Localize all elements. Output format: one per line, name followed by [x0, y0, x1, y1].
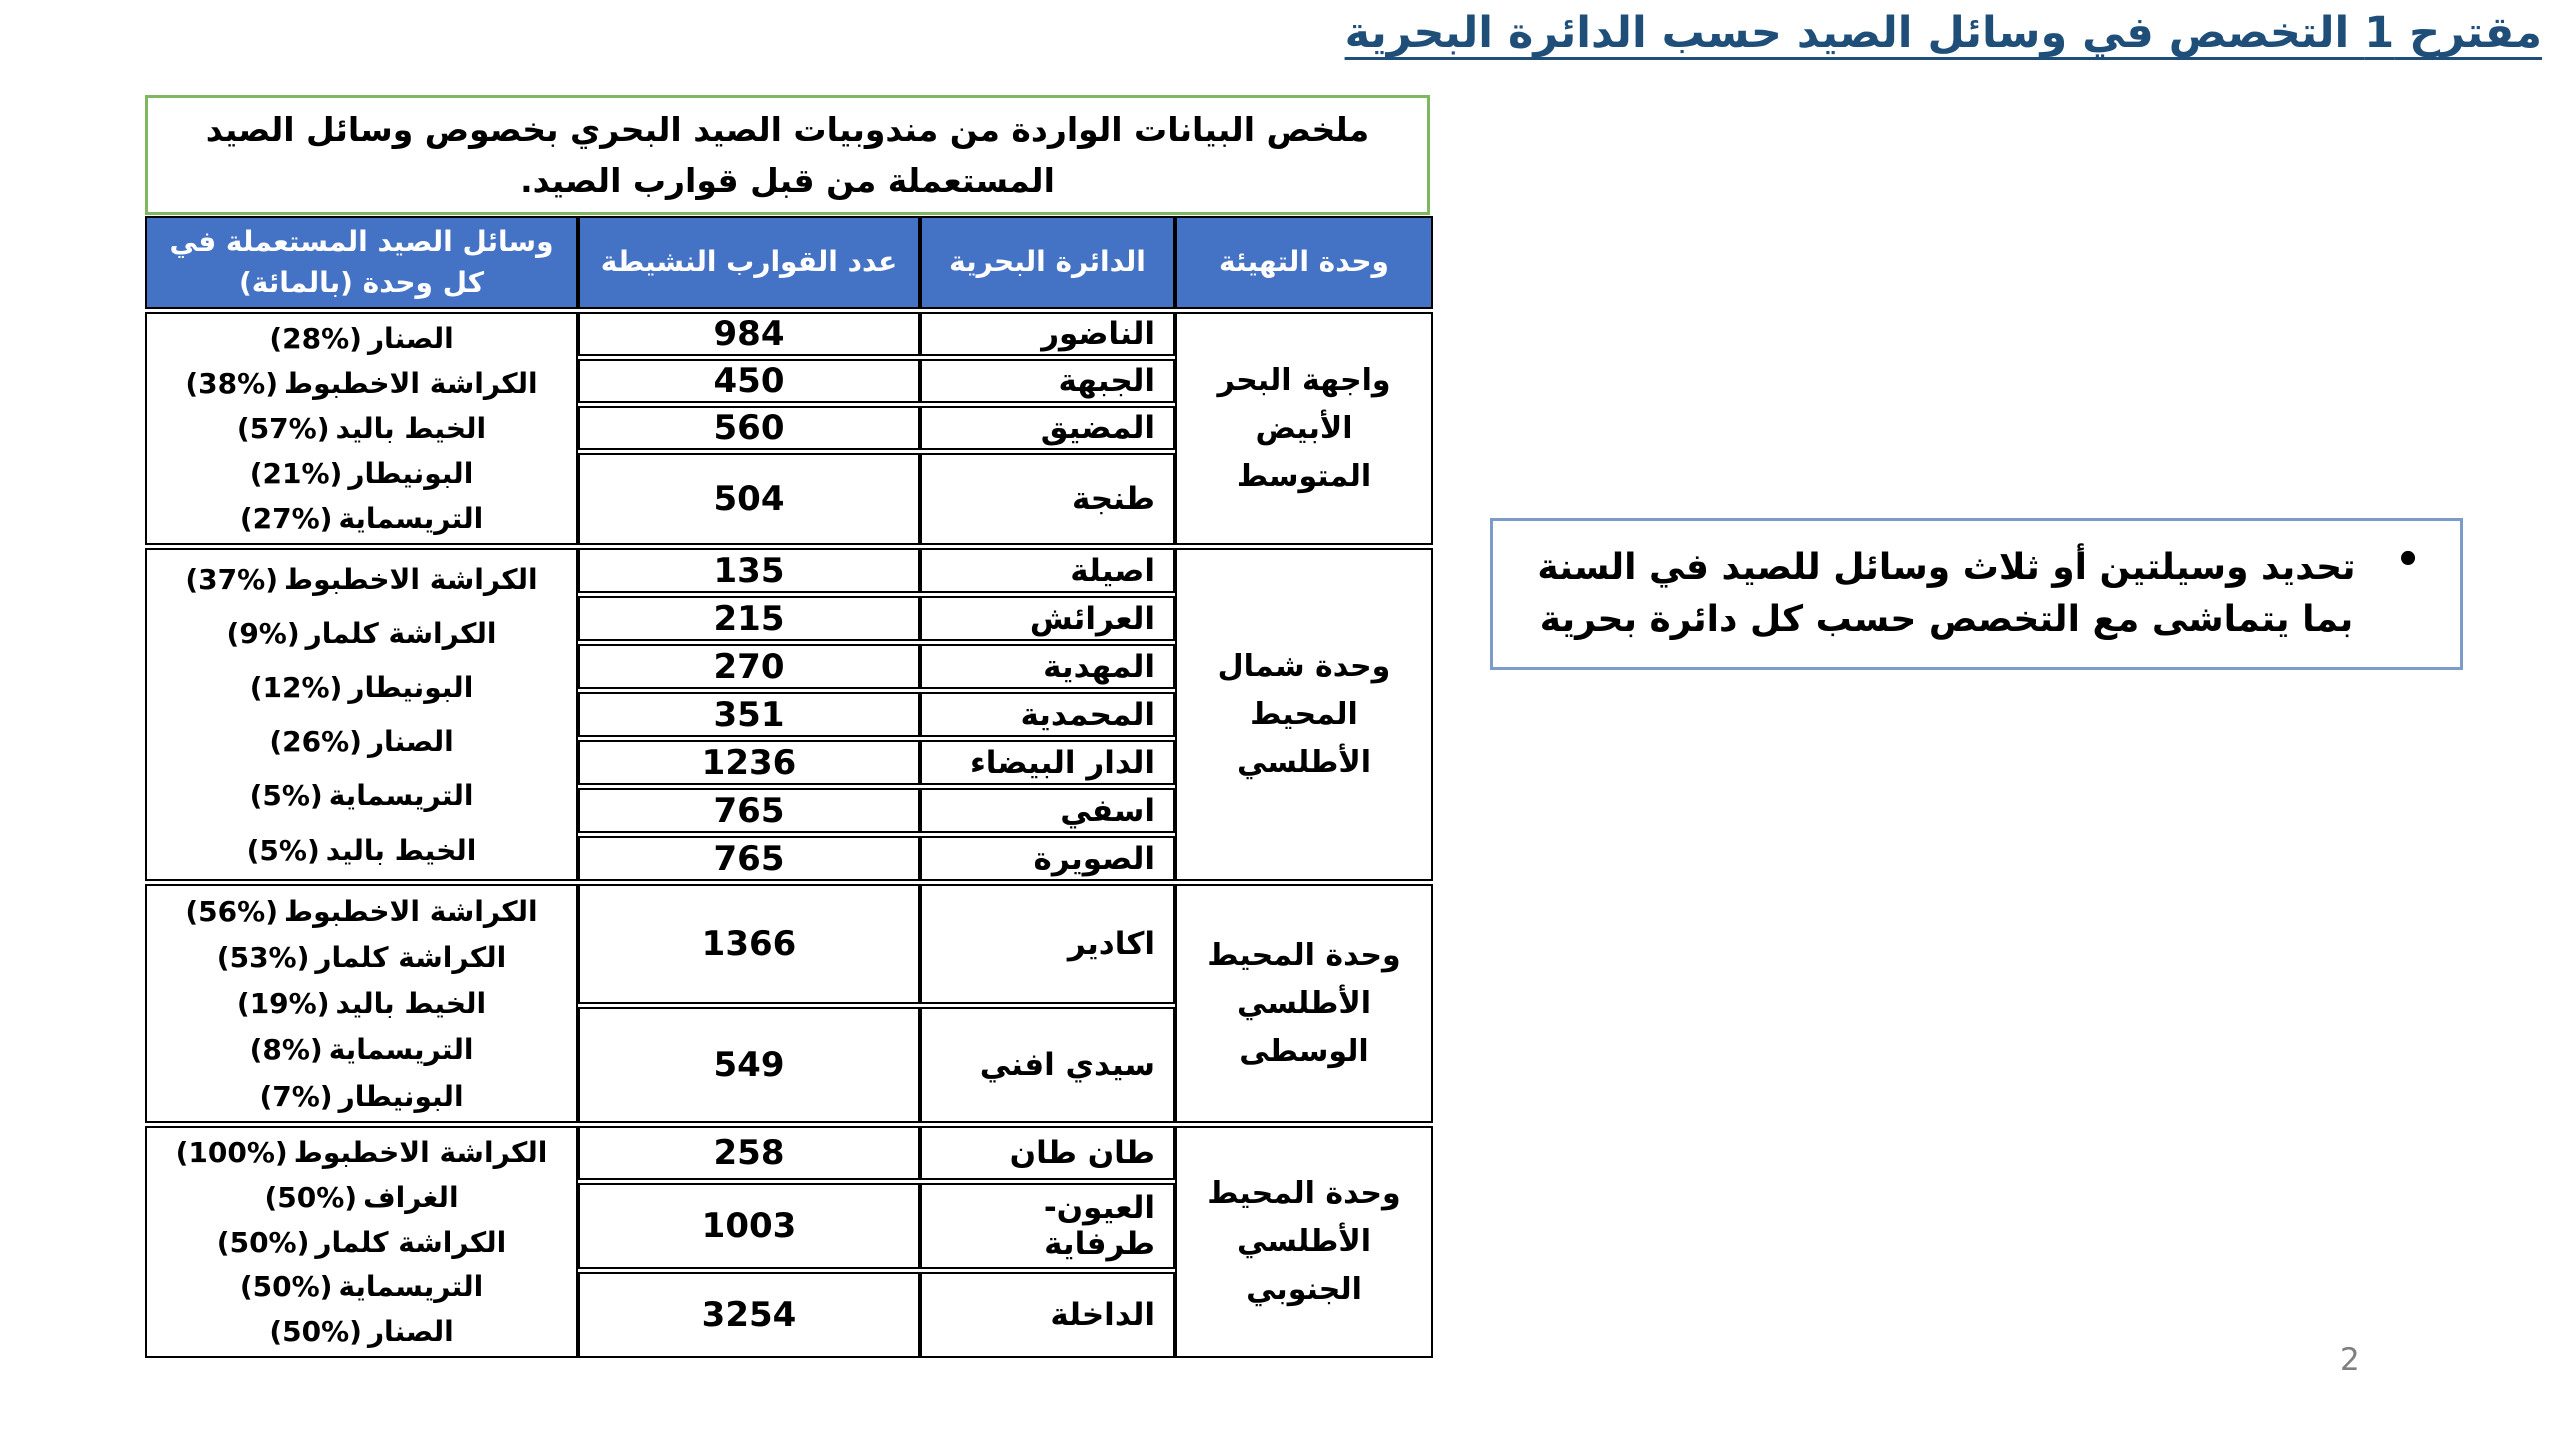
district-cell: العرائش	[920, 596, 1175, 641]
boat-count-cell: 351	[578, 692, 920, 737]
method-name: الخيط باليد	[335, 412, 487, 446]
method-line	[250, 1033, 474, 1066]
district-cell: المحمدية	[920, 692, 1175, 737]
boat-count-cell: 135	[578, 548, 920, 593]
table-row	[145, 884, 1433, 1004]
method-name: الصنار	[367, 725, 454, 759]
method-name: الكراشة الاخطبوط	[293, 1136, 548, 1170]
boat-count-cell: 765	[578, 788, 920, 833]
district-cell: المضيق	[920, 406, 1175, 450]
method-percentage: (100%)	[175, 1136, 288, 1170]
district-cell: طنجة	[920, 453, 1175, 545]
method-line	[185, 367, 537, 400]
method-name: التريسماية	[328, 1033, 474, 1067]
method-percentage: (5%)	[246, 833, 320, 867]
boat-count-cell: 215	[578, 596, 920, 641]
district-cell: الجبهة	[920, 359, 1175, 403]
method-name: الخيط باليد	[325, 833, 477, 867]
method-line	[269, 322, 453, 355]
method-name: التريسماية	[338, 502, 484, 536]
fishing-methods-table-wrap	[145, 213, 1433, 1361]
method-percentage: (21%)	[249, 457, 343, 491]
method-percentage: (53%)	[216, 940, 310, 974]
method-line	[237, 987, 486, 1020]
method-line	[185, 895, 537, 928]
summary-box	[145, 95, 1430, 215]
boat-count-cell: 560	[578, 406, 920, 450]
boat-count-cell: 765	[578, 836, 920, 881]
district-cell: سيدي افني	[920, 1007, 1175, 1123]
method-percentage: (50%)	[269, 1315, 362, 1349]
method-line	[250, 671, 474, 704]
method-percentage: (7%)	[259, 1079, 333, 1113]
boat-count-cell: 984	[578, 312, 920, 356]
district-cell: اكادير	[920, 884, 1175, 1004]
method-percentage: (8%)	[249, 1033, 323, 1067]
unit-cell: وحدة شمال المحيط الأطلسي	[1175, 548, 1433, 881]
boat-count-cell: 3254	[578, 1272, 920, 1358]
method-name: الكراشة كلمار	[315, 940, 507, 974]
method-line	[264, 1181, 458, 1214]
unit-cell: وحدة المحيط الأطلسي الجنوبي	[1175, 1126, 1433, 1358]
district-cell: اصيلة	[920, 548, 1175, 593]
method-name: البونيطار	[348, 671, 474, 705]
slide-title: مقترح 1 التخصص في وسائل الصيد حسب الدائرة البحرية	[1344, 8, 2542, 58]
method-line	[250, 779, 474, 812]
method-percentage: (26%)	[269, 725, 362, 759]
methods-cell	[145, 884, 578, 1123]
method-line	[250, 457, 474, 490]
method-percentage: (27%)	[239, 502, 333, 536]
method-name: البونيطار	[338, 1079, 464, 1113]
district-cell: اسفي	[920, 788, 1175, 833]
boat-count-cell: 1236	[578, 740, 920, 785]
table-row	[145, 1126, 1433, 1180]
method-percentage: (57%)	[236, 412, 330, 446]
method-name: الكراشة الاخطبوط	[284, 562, 538, 596]
unit-cell: واجهة البحر الأبيض المتوسط	[1175, 312, 1433, 545]
method-name: الصنار	[367, 1315, 454, 1349]
method-percentage: (5%)	[249, 779, 323, 813]
method-name: الكراشة الاخطبوط	[284, 894, 538, 928]
method-name: الكراشة كلمار	[305, 616, 497, 650]
method-name: الكراشة كلمار	[315, 1225, 507, 1259]
boat-count-cell: 504	[578, 453, 920, 545]
method-name: التريسماية	[328, 779, 474, 813]
method-line	[259, 1080, 463, 1113]
method-percentage: (9%)	[226, 616, 300, 650]
district-cell: العيون- طرفاية	[920, 1183, 1175, 1269]
method-line	[176, 1136, 548, 1169]
district-cell: الدار البيضاء	[920, 740, 1175, 785]
method-line	[227, 617, 497, 650]
method-line	[240, 1270, 483, 1303]
column-header: الدائرة البحرية	[920, 216, 1175, 309]
callout-text: تحديد وسيلتين أو ثلاث وسائل للصيد في السنة بما يتماشى مع التخصص حسب كل دائرة بحرية	[1537, 546, 2356, 640]
methods-cell	[145, 1126, 578, 1358]
methods-cell	[145, 312, 578, 545]
method-percentage: (50%)	[216, 1225, 310, 1259]
district-cell: المهدية	[920, 644, 1175, 689]
summary-text: ملخص البيانات الواردة من مندوبيات الصيد البحري بخصوص وسائل الصيد المستعملة من قبل قوارب الصيد.	[205, 110, 1370, 201]
method-percentage: (12%)	[249, 671, 343, 705]
page-number: 2	[2340, 1342, 2360, 1378]
method-name: التريسماية	[338, 1270, 484, 1304]
method-percentage: (50%)	[239, 1270, 333, 1304]
method-line	[240, 502, 483, 535]
method-name: الصنار	[367, 322, 454, 356]
method-line	[247, 834, 477, 867]
methods-cell	[145, 548, 578, 881]
method-name: الخيط باليد	[335, 987, 487, 1021]
method-percentage: (38%)	[185, 367, 278, 401]
boat-count-cell: 270	[578, 644, 920, 689]
method-name: البونيطار	[348, 457, 474, 491]
bullet-marker: •	[2395, 537, 2421, 583]
method-line	[217, 1226, 506, 1259]
method-name: الغراف	[363, 1180, 459, 1214]
boat-count-cell: 450	[578, 359, 920, 403]
method-percentage: (28%)	[269, 322, 362, 356]
method-percentage: (37%)	[185, 562, 278, 596]
boat-count-cell: 549	[578, 1007, 920, 1123]
column-header: وسائل الصيد المستعملة في كل وحدة (بالمائة)	[145, 216, 578, 309]
method-line	[269, 1315, 453, 1348]
method-line	[217, 941, 506, 974]
fishing-methods-table	[145, 213, 1433, 1361]
district-cell: طان طان	[920, 1126, 1175, 1180]
method-percentage: (19%)	[236, 987, 330, 1021]
table-row	[145, 548, 1433, 593]
district-cell: الناضور	[920, 312, 1175, 356]
table-body	[145, 312, 1433, 1358]
district-cell: الداخلة	[920, 1272, 1175, 1358]
method-line	[269, 725, 453, 758]
method-percentage: (50%)	[264, 1180, 358, 1214]
unit-cell: وحدة المحيط الأطلسي الوسطى	[1175, 884, 1433, 1123]
callout-box	[1490, 518, 2463, 670]
column-header: وحدة التهيئة	[1175, 216, 1433, 309]
boat-count-cell: 1003	[578, 1183, 920, 1269]
column-header: عدد القوارب النشيطة	[578, 216, 920, 309]
method-name: الكراشة الاخطبوط	[284, 367, 538, 401]
method-line	[185, 563, 537, 596]
table-row	[145, 312, 1433, 356]
method-line	[237, 412, 486, 445]
boat-count-cell: 1366	[578, 884, 920, 1004]
method-percentage: (56%)	[185, 894, 278, 928]
district-cell: الصويرة	[920, 836, 1175, 881]
table-header	[145, 216, 1433, 309]
boat-count-cell: 258	[578, 1126, 920, 1180]
